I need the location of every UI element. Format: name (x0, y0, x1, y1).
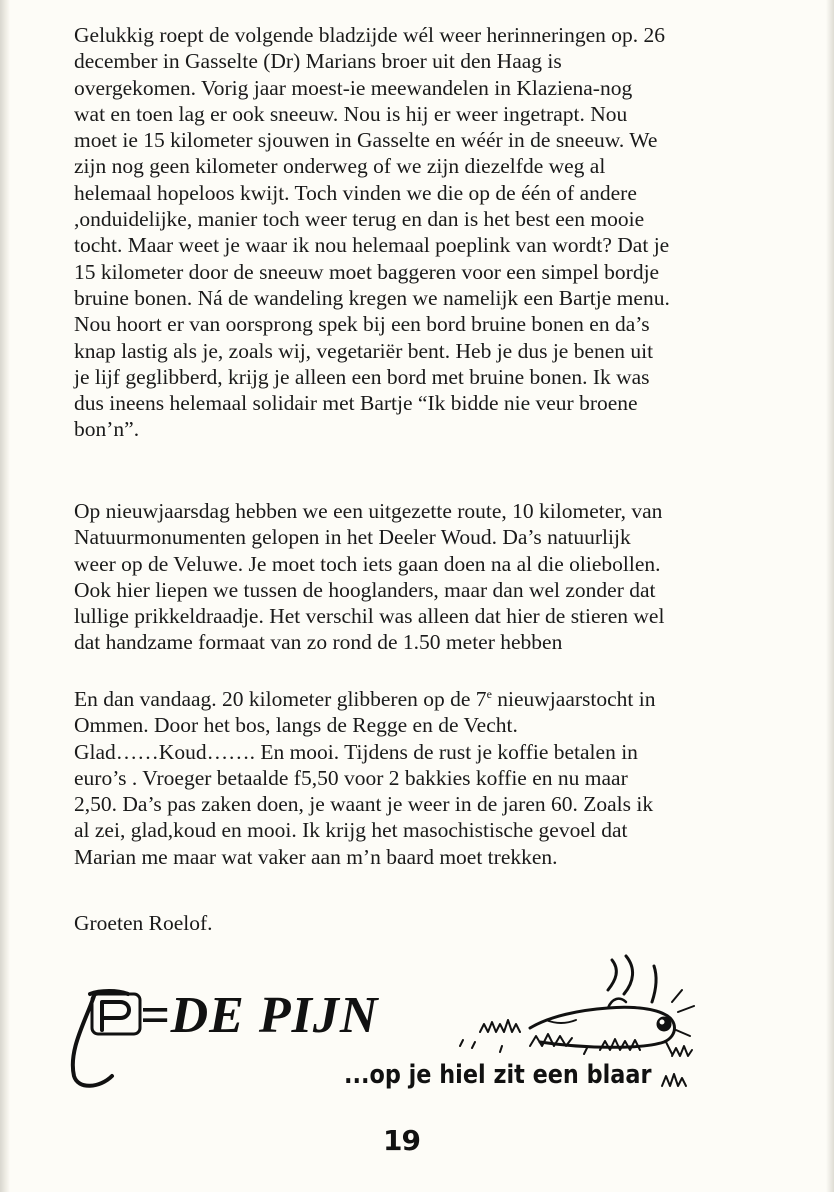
text-line: Glad……Koud……. En mooi. Tijdens de rust je koffie betalen in (74, 739, 638, 764)
text-line: zijn nog geen kilometer onderweg of we zijn diezelfde weg al (74, 154, 606, 179)
text-line: moet ie 15 kilometer sjouwen in Gasselte en wéér in de sneeuw. We (74, 128, 658, 153)
text-line: weer op de Veluwe. Je moet toch iets gaan doen na al die oliebollen. (74, 551, 661, 576)
text-line: bruine bonen. Ná de wandeling kregen we namelijk een Bartje menu. (74, 285, 670, 310)
text-line: Ook hier liepen we tussen de hooglanders, maar dan wel zonder dat (74, 577, 656, 602)
text-line: overgekomen. Vorig jaar moest-ie meewandelen in Klaziena-nog (74, 75, 633, 100)
text-segment: nieuwjaarstocht in (491, 687, 656, 711)
text-line: wat en toen lag er ook sneeuw. Nou is hij er weer ingetrapt. Nou (74, 101, 628, 126)
text-line: ,onduidelijke, manier toch weer terug en dan is het best een mooie (74, 207, 645, 232)
text-line (74, 686, 764, 712)
paragraph-2 (74, 498, 764, 656)
page-number: 19 (383, 1124, 420, 1157)
ordinal-superscript: e (486, 686, 492, 701)
text-line: Ommen. Door het bos, langs de Regge en de Vecht. (74, 713, 518, 738)
paragraph-1 (74, 22, 764, 443)
page-edge-shadow-right (826, 0, 834, 1192)
text-line: helemaal hopeloos kwijt. Toch vinden we die op de één of andere (74, 180, 637, 205)
text-line: Nou hoort er van oorsprong spek bij een bord bruine bonen en da’s (74, 312, 650, 337)
logo-tagline: ...op je hiel zit een blaar (344, 1060, 652, 1090)
signoff-text: Groeten Roelof. (74, 911, 213, 935)
text-line: dat handzame formaat van zo rond de 1.50 meter hebben (74, 630, 563, 655)
de-pijn-logo (60, 950, 740, 1100)
text-line: Marian me maar wat vaker aan m’n baard moet trekken. (74, 844, 558, 869)
text-line: knap lastig als je, zoals wij, vegetariër bent. Heb je dus je benen uit (74, 338, 654, 363)
text-line: 2,50. Da’s pas zaken doen, je waant je weer in de jaren 60. Zoals ik (74, 792, 654, 817)
text-line: december in Gasselte (Dr) Marians broer uit den Haag is (74, 49, 562, 74)
signoff (74, 910, 764, 936)
text-line: dus ineens helemaal solidair met Bartje “Ik bidde nie veur broene (74, 391, 638, 416)
text-line: tocht. Maar weet je waar ik nou helemaal poeplink van wordt? Dat je (74, 233, 670, 258)
logo-title: =DE PIJN (140, 987, 379, 1044)
p-emblem-icon (73, 991, 140, 1086)
text-segment: En dan vandaag. 20 kilometer glibberen op de 7 (74, 687, 487, 711)
text-line: Op nieuwjaarsdag hebben we een uitgezette route, 10 kilometer, van (74, 499, 663, 523)
page-edge-shadow (0, 0, 10, 1192)
text-line: je lijf geglibberd, krijg je alleen een bord met bruine bonen. Ik was (74, 364, 650, 389)
text-line: Natuurmonumenten gelopen in het Deeler Woud. Da’s natuurlijk (74, 525, 631, 550)
text-line: 15 kilometer door de sneeuw moet baggeren voor een simpel bordje (74, 259, 660, 284)
text-line: bon’n”. (74, 417, 140, 442)
text-line: Gelukkig roept de volgende bladzijde wél weer herinneringen op. 26 (74, 23, 666, 47)
paragraph-3 (74, 686, 764, 870)
text-line: lullige prikkeldraadje. Het verschil was alleen dat hier de stieren wel (74, 604, 665, 629)
text-line: euro’s . Vroeger betaalde f5,50 voor 2 bakkies koffie en nu maar (74, 765, 628, 790)
text-line: al zei, glad,koud en mooi. Ik krijg het masochistische gevoel dat (74, 818, 628, 843)
